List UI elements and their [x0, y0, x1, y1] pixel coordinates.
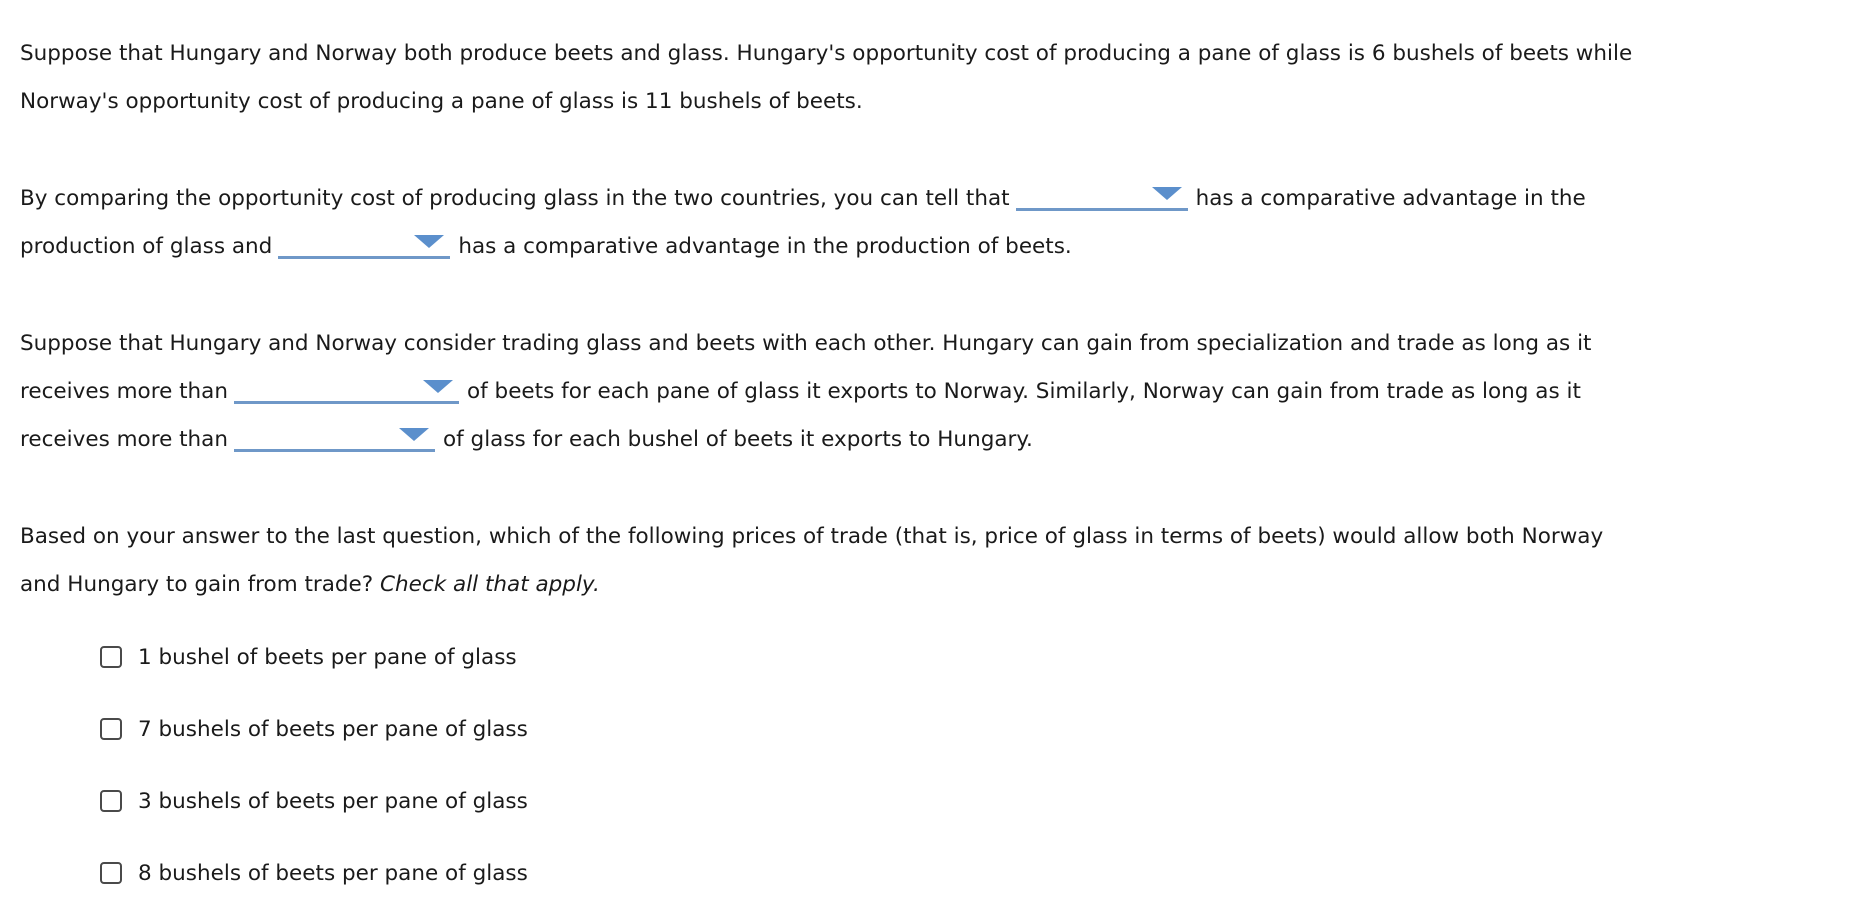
beets-advantage-country-dropdown[interactable] [278, 230, 450, 259]
q1-text-a: By comparing the opportunity cost of producing glass in the two countries, you can tell that [20, 186, 1010, 211]
check-all-instruction: Check all that apply. [380, 572, 600, 597]
q1-text-b: has a comparative advantage in the [1195, 186, 1586, 211]
q2-text-b: receives more than [20, 379, 228, 404]
price-option-8[interactable] [100, 837, 1840, 909]
option-label: 8 bushels of beets per pane of glass [138, 860, 528, 886]
checkbox[interactable] [100, 646, 122, 668]
price-option-7[interactable] [100, 693, 1840, 765]
intro-line-2: Norway's opportunity cost of producing a pane of glass is 11 bushels of beets. [20, 89, 863, 114]
caret-down-icon [423, 380, 453, 393]
caret-down-icon [414, 235, 444, 248]
checkbox[interactable] [100, 790, 122, 812]
caret-down-icon [1152, 187, 1182, 200]
checkbox[interactable] [100, 862, 122, 884]
option-label: 1 bushel of beets per pane of glass [138, 644, 517, 670]
q2-text-d: receives more than [20, 427, 228, 452]
q1-line-2 [20, 223, 1840, 271]
caret-down-icon [399, 428, 429, 441]
q2-line-1: Suppose that Hungary and Norway consider trading glass and beets with each other. Hungary can gain from specialization and trade as long as it [20, 331, 1592, 356]
q3-line-1: Based on your answer to the last question, which of the following prices of trade (that is, price of glass in terms of beets) would allow both Norway [20, 524, 1604, 549]
trade-terms-question [20, 320, 1840, 464]
intro-paragraph [20, 30, 1840, 126]
q1-line-1 [20, 175, 1840, 223]
comparative-advantage-question [20, 175, 1840, 271]
norway-min-glass-dropdown[interactable] [234, 423, 435, 452]
checkbox[interactable] [100, 718, 122, 740]
q1-text-c: production of glass and [20, 234, 273, 259]
q2-line-2 [20, 368, 1840, 416]
price-option-1[interactable] [100, 621, 1840, 693]
option-label: 7 bushels of beets per pane of glass [138, 716, 528, 742]
option-label: 3 bushels of beets per pane of glass [138, 788, 528, 814]
glass-advantage-country-dropdown[interactable] [1016, 182, 1188, 211]
q2-text-c: of beets for each pane of glass it exports to Norway. Similarly, Norway can gain from trade as long as it [467, 379, 1581, 404]
q2-text-e: of glass for each bushel of beets it exports to Hungary. [443, 427, 1033, 452]
q1-text-d: has a comparative advantage in the production of beets. [458, 234, 1072, 259]
price-option-3[interactable] [100, 765, 1840, 837]
price-of-trade-question [20, 513, 1840, 609]
q2-line-3 [20, 416, 1840, 464]
q3-line-2 [20, 561, 1840, 609]
q3-text-b: and Hungary to gain from trade? [20, 572, 374, 597]
hungary-min-beets-dropdown[interactable] [234, 375, 459, 404]
price-options-list [20, 621, 1840, 909]
intro-line-1: Suppose that Hungary and Norway both produce beets and glass. Hungary's opportunity cost of producing a pane of glass is 6 bushels of beets while [20, 41, 1633, 66]
